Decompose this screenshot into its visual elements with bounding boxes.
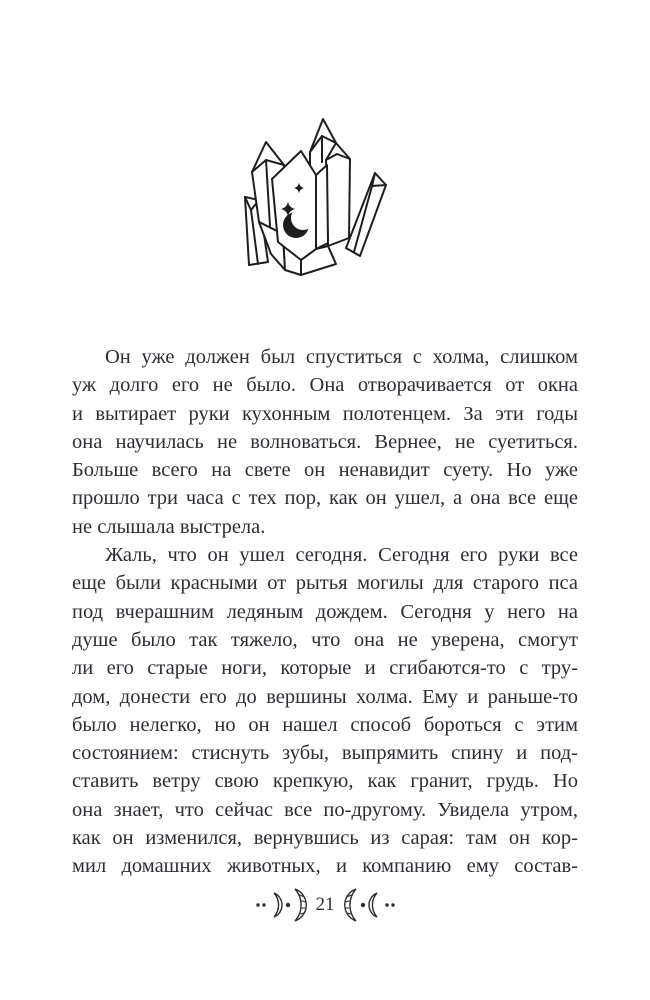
text-line: Больше всего на свете он ненавидит суету. Но уже	[72, 459, 578, 482]
text-line: она знает, что сейчас все по-другому. Увидела утром,	[72, 798, 578, 821]
text-line: прошло три часа с тех пор, как он ушел, а она все еще	[72, 487, 578, 510]
text-line: ставить ветру свою крепкую, как гранит, грудь. Но	[72, 770, 578, 793]
text-line: под вчерашним ледяным дождем. Сегодня у него на	[72, 600, 578, 623]
text-line: Он уже должен был спуститься с холма, слишком	[105, 346, 578, 368]
text-line: Жаль, что он ушел сегодня. Сегодня его руки все	[105, 544, 578, 567]
text-line: она научилась не волноваться. Вернее, не суетиться.	[72, 430, 578, 453]
paragraph	[72, 541, 578, 881]
text-line: и вытирает руки кухонным полотенцем. За эти годы	[72, 402, 578, 425]
page-number: 21	[315, 893, 335, 915]
moon-phases-left-icon	[255, 887, 309, 923]
body-text	[72, 343, 578, 881]
paragraph	[72, 343, 578, 541]
text-line: ли его старые ноги, которые и сгибаются-то с тру-	[72, 657, 578, 680]
text-line: не слышала выстрела.	[72, 515, 266, 538]
chapter-illustration	[0, 118, 650, 284]
text-line: еще были красными от рытья могилы для старого пса	[72, 572, 578, 595]
page-footer	[0, 886, 650, 924]
text-line: как он изменился, вернувшись из сарая: там он кор-	[72, 827, 578, 850]
moon-phases-right-icon	[342, 887, 396, 923]
text-line: состоянием: стиснуть зубы, выпрямить спину и под-	[72, 742, 578, 765]
text-line: душе было так тяжело, что она не уверена, смогут	[72, 628, 578, 651]
text-line: дом, донести его до вершины холма. Ему и раньше-то	[72, 685, 578, 708]
crystal-cluster-icon	[239, 118, 391, 284]
text-line: уж долго его не было. Она отворачивается от окна	[72, 374, 578, 397]
text-line: было нелегко, но он нашел способ бороться с этим	[72, 713, 578, 736]
text-line: мил домашних животных, и компанию ему состав-	[72, 855, 578, 878]
